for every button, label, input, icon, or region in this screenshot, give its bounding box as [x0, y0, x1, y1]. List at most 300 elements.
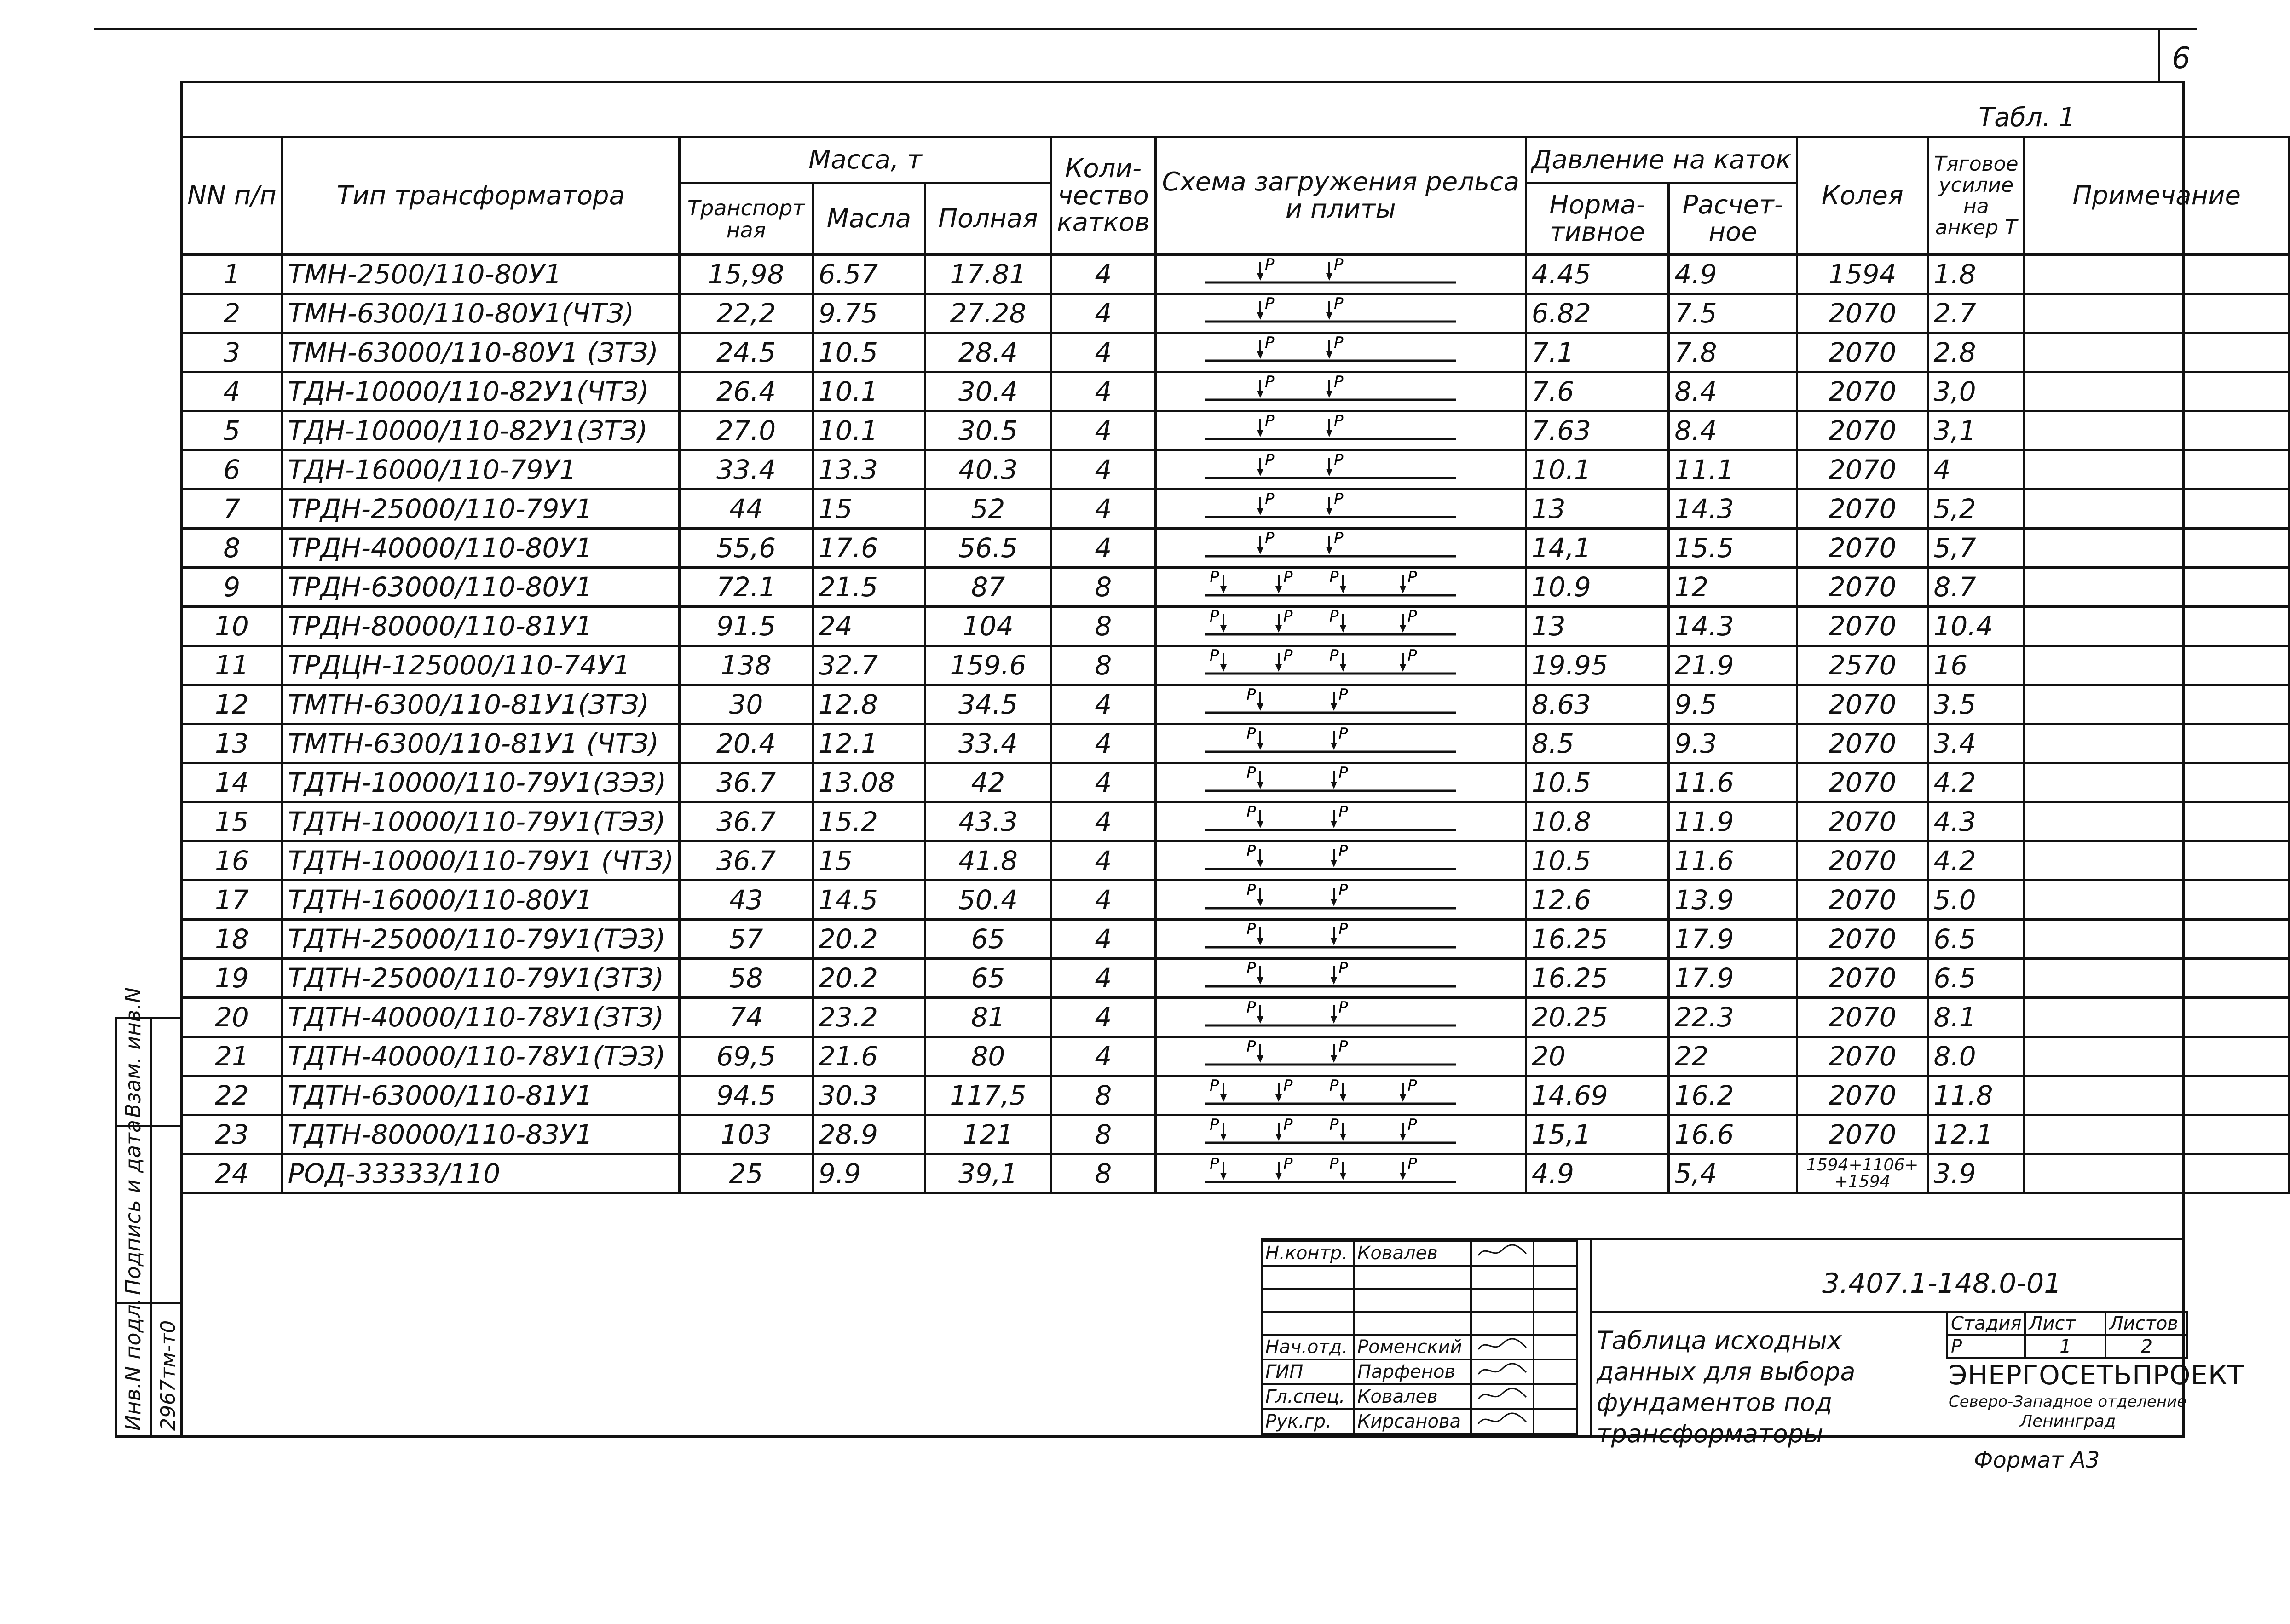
load-arrow [1257, 412, 1275, 437]
row-rollers: 4 [1051, 450, 1155, 490]
row-traction: 3.4 [1928, 724, 2025, 763]
row-mass-full: 39,1 [925, 1154, 1051, 1193]
row-pressure-calc: 8.4 [1669, 372, 1797, 411]
row-traction: 5,2 [1928, 490, 2025, 529]
row-type: ТМН-6300/110-80У1(ЧТЗ) [282, 294, 680, 333]
load-arrow [1275, 647, 1293, 672]
header-num: NN п/п [182, 138, 283, 255]
load-label: P [1333, 295, 1344, 313]
row-scheme [1155, 607, 1526, 646]
sheets-value: 2 [2105, 1335, 2187, 1358]
row-mass-oil: 32.7 [813, 646, 925, 685]
row-note [2025, 1037, 2289, 1076]
row-mass-transport: 72.1 [680, 568, 813, 607]
load-scheme-diagram [1161, 569, 1520, 605]
load-scheme-diagram [1161, 530, 1520, 566]
load-label: P [1246, 881, 1256, 899]
load-label: P [1329, 608, 1339, 626]
row-type: ТМТН-6300/110-81У1(ЗТЗ) [282, 685, 680, 724]
load-label: P [1407, 1077, 1417, 1095]
header-mass-full: Полная [925, 184, 1051, 255]
stage-block [1946, 1311, 2188, 1359]
row-type: ТРДН-40000/110-80У1 [282, 529, 680, 568]
load-scheme-diagram [1161, 686, 1520, 723]
table-row [182, 372, 2289, 411]
row-traction: 4.3 [1928, 802, 2025, 841]
load-arrow [1246, 764, 1263, 789]
row-mass-full: 41.8 [925, 841, 1051, 881]
load-arrow [1400, 1077, 1417, 1102]
row-gauge: 2070 [1797, 1076, 1928, 1115]
row-num: 3 [182, 333, 283, 372]
load-arrow [1331, 999, 1348, 1024]
signature-row [1262, 1359, 1577, 1384]
load-scheme-diagram [1161, 881, 1520, 918]
load-label: P [1264, 412, 1275, 430]
load-arrow [1257, 490, 1275, 515]
load-arrow [1329, 1077, 1346, 1102]
load-arrow [1400, 1116, 1417, 1141]
row-rollers: 4 [1051, 802, 1155, 841]
signature-row [1262, 1289, 1577, 1312]
load-arrow [1246, 999, 1263, 1024]
load-label: P [1246, 960, 1256, 978]
signature-mark [1471, 1359, 1534, 1384]
table-row [182, 763, 2289, 802]
load-label: P [1264, 490, 1275, 508]
row-pressure-norm: 6.82 [1526, 294, 1669, 333]
row-note [2025, 568, 2289, 607]
load-arrow [1210, 608, 1227, 633]
row-mass-transport: 25 [680, 1154, 813, 1193]
row-num: 10 [182, 607, 283, 646]
row-scheme [1155, 724, 1526, 763]
row-mass-transport: 26.4 [680, 372, 813, 411]
row-mass-oil: 10.5 [813, 333, 925, 372]
row-scheme [1155, 920, 1526, 959]
row-pressure-calc: 5,4 [1669, 1154, 1797, 1193]
signature-row [1262, 1312, 1577, 1335]
row-scheme [1155, 568, 1526, 607]
row-type: ТДТН-40000/110-78У1(ЗТЗ) [282, 998, 680, 1037]
load-arrow [1329, 1116, 1346, 1141]
row-note [2025, 881, 2289, 920]
load-arrow [1329, 1155, 1346, 1180]
load-label: P [1246, 725, 1256, 743]
row-rollers: 8 [1051, 1154, 1155, 1193]
row-num: 5 [182, 411, 283, 450]
load-arrow [1331, 881, 1348, 906]
row-note [2025, 1115, 2289, 1154]
row-rollers: 8 [1051, 646, 1155, 685]
row-pressure-norm: 15,1 [1526, 1115, 1669, 1154]
load-arrow [1246, 842, 1263, 867]
row-mass-full: 30.5 [925, 411, 1051, 450]
row-pressure-calc: 14.3 [1669, 607, 1797, 646]
row-gauge: 2570 [1797, 646, 1928, 685]
row-mass-oil: 13.08 [813, 763, 925, 802]
row-num: 14 [182, 763, 283, 802]
load-scheme-diagram [1161, 1155, 1520, 1192]
load-label: P [1407, 1155, 1417, 1173]
load-label: P [1407, 1116, 1417, 1134]
load-arrow [1275, 1077, 1293, 1102]
sheet-header: Лист [2025, 1312, 2105, 1335]
signature-empty [1471, 1289, 1534, 1312]
row-pressure-norm: 20 [1526, 1037, 1669, 1076]
signature-scribble [1475, 1360, 1530, 1379]
load-label: P [1264, 295, 1275, 313]
load-label: P [1333, 334, 1344, 352]
row-mass-transport: 36.7 [680, 841, 813, 881]
row-type: ТДН-16000/110-79У1 [282, 450, 680, 490]
signature-scribble [1475, 1242, 1530, 1260]
row-mass-full: 121 [925, 1115, 1051, 1154]
load-label: P [1338, 725, 1348, 743]
load-arrow [1326, 334, 1344, 359]
row-pressure-norm: 7.6 [1526, 372, 1669, 411]
load-scheme-diagram [1161, 764, 1520, 801]
table-row [182, 568, 2289, 607]
table-row [182, 294, 2289, 333]
load-label: P [1407, 647, 1417, 665]
load-arrow [1257, 451, 1275, 476]
row-scheme [1155, 411, 1526, 450]
load-label: P [1333, 412, 1344, 430]
row-gauge: 2070 [1797, 881, 1928, 920]
signature-scribble [1475, 1385, 1530, 1404]
row-pressure-calc: 8.4 [1669, 411, 1797, 450]
signature-role: Нач.отд. [1262, 1335, 1354, 1359]
table-row [182, 529, 2289, 568]
load-label: P [1329, 1155, 1339, 1173]
signature-scribble [1475, 1410, 1530, 1428]
row-mass-full: 117,5 [925, 1076, 1051, 1115]
row-pressure-norm: 20.25 [1526, 998, 1669, 1037]
header-traction: Тяговое усилие на анкер Т [1928, 138, 2025, 255]
sheet-value: 1 [2025, 1335, 2105, 1358]
row-mass-transport: 44 [680, 490, 813, 529]
row-mass-full: 34.5 [925, 685, 1051, 724]
row-mass-transport: 33.4 [680, 450, 813, 490]
row-type: ТРДН-80000/110-81У1 [282, 607, 680, 646]
row-mass-oil: 13.3 [813, 450, 925, 490]
load-arrow [1257, 256, 1275, 281]
row-note [2025, 1076, 2289, 1115]
load-arrow [1257, 295, 1275, 320]
table-row [182, 1076, 2289, 1115]
row-gauge: 2070 [1797, 802, 1928, 841]
row-type: ТДТН-16000/110-80У1 [282, 881, 680, 920]
row-pressure-calc: 11.1 [1669, 450, 1797, 490]
row-num: 24 [182, 1154, 283, 1193]
row-type: ТДТН-25000/110-79У1(ЗТЗ) [282, 959, 680, 998]
load-label: P [1264, 451, 1275, 469]
load-label: P [1246, 999, 1256, 1017]
row-note [2025, 372, 2289, 411]
row-note [2025, 959, 2289, 998]
load-scheme-diagram [1161, 256, 1520, 293]
table-row [182, 646, 2289, 685]
row-gauge: 1594 [1797, 255, 1928, 294]
signature-role: Н.контр. [1262, 1241, 1354, 1266]
row-note [2025, 411, 2289, 450]
load-arrow [1400, 608, 1417, 633]
load-arrow [1246, 725, 1263, 750]
row-mass-oil: 20.2 [813, 959, 925, 998]
row-rollers: 4 [1051, 685, 1155, 724]
header-rollers: Коли- чество катков [1051, 138, 1155, 255]
load-scheme-diagram [1161, 960, 1520, 996]
row-rollers: 8 [1051, 607, 1155, 646]
org-city: Ленинград [2020, 1412, 2116, 1431]
load-label: P [1333, 530, 1344, 547]
load-arrow [1246, 960, 1263, 985]
row-note [2025, 450, 2289, 490]
row-mass-transport: 91.5 [680, 607, 813, 646]
signature-empty [1471, 1312, 1534, 1335]
load-arrow [1331, 842, 1348, 867]
side-stamp-col [150, 1017, 152, 1438]
row-rollers: 4 [1051, 529, 1155, 568]
row-traction: 2.8 [1928, 333, 2025, 372]
sheet-number-divider [2158, 28, 2160, 83]
row-num: 23 [182, 1115, 283, 1154]
load-label: P [1283, 569, 1293, 587]
row-mass-oil: 10.1 [813, 411, 925, 450]
load-arrow [1210, 1155, 1227, 1180]
row-mass-full: 52 [925, 490, 1051, 529]
signature-row [1262, 1266, 1577, 1289]
load-label: P [1264, 373, 1275, 391]
load-arrow [1257, 530, 1275, 554]
row-gauge: 2070 [1797, 959, 1928, 998]
row-mass-transport: 69,5 [680, 1037, 813, 1076]
load-label: P [1329, 1077, 1339, 1095]
load-arrow [1326, 295, 1344, 320]
signature-row [1262, 1241, 1577, 1266]
row-mass-transport: 74 [680, 998, 813, 1037]
load-scheme-diagram [1161, 1116, 1520, 1153]
signature-block [1261, 1240, 1578, 1435]
row-pressure-norm: 16.25 [1526, 959, 1669, 998]
load-arrow [1326, 412, 1344, 437]
load-label: P [1246, 842, 1256, 860]
row-mass-transport: 103 [680, 1115, 813, 1154]
header-gauge: Колея [1797, 138, 1928, 255]
signature-name: Кирсанова [1354, 1409, 1471, 1434]
row-traction: 5,7 [1928, 529, 2025, 568]
signature-scribble [1475, 1336, 1530, 1354]
side-vzam: Взам. инв.N [121, 987, 145, 1118]
header-mass: Масса, т [680, 138, 1051, 184]
row-rollers: 4 [1051, 841, 1155, 881]
row-pressure-calc: 22 [1669, 1037, 1797, 1076]
table-row [182, 802, 2289, 841]
row-note [2025, 841, 2289, 881]
row-note [2025, 998, 2289, 1037]
row-pressure-calc: 17.9 [1669, 920, 1797, 959]
load-label: P [1209, 647, 1219, 665]
load-label: P [1333, 373, 1344, 391]
load-label: P [1329, 1116, 1339, 1134]
load-label: P [1333, 451, 1344, 469]
header-pressure-norm: Норма- тивное [1526, 184, 1669, 255]
load-scheme-diagram [1161, 842, 1520, 879]
row-pressure-norm: 19.95 [1526, 646, 1669, 685]
table-row [182, 450, 2289, 490]
signature-name: Роменский [1354, 1335, 1471, 1359]
row-mass-full: 17.81 [925, 255, 1051, 294]
load-arrow [1326, 530, 1344, 554]
row-pressure-calc: 7.5 [1669, 294, 1797, 333]
row-num: 4 [182, 372, 283, 411]
row-gauge: 2070 [1797, 998, 1928, 1037]
load-label: P [1329, 647, 1339, 665]
load-arrow [1331, 960, 1348, 985]
row-mass-transport: 27.0 [680, 411, 813, 450]
row-num: 13 [182, 724, 283, 763]
row-pressure-norm: 8.63 [1526, 685, 1669, 724]
load-arrow [1246, 803, 1263, 828]
load-label: P [1407, 608, 1417, 626]
row-mass-oil: 6.57 [813, 255, 925, 294]
table-row [182, 1115, 2289, 1154]
signature-row [1262, 1409, 1577, 1434]
row-rollers: 4 [1051, 881, 1155, 920]
row-pressure-norm: 16.25 [1526, 920, 1669, 959]
row-mass-transport: 57 [680, 920, 813, 959]
load-arrow [1400, 569, 1417, 593]
row-gauge: 2070 [1797, 724, 1928, 763]
load-arrow [1331, 921, 1348, 945]
row-scheme [1155, 841, 1526, 881]
row-gauge: 2070 [1797, 333, 1928, 372]
load-label: P [1209, 608, 1219, 626]
row-scheme [1155, 763, 1526, 802]
row-rollers: 4 [1051, 920, 1155, 959]
row-mass-full: 28.4 [925, 333, 1051, 372]
transformer-table [180, 136, 2290, 1194]
row-note [2025, 529, 2289, 568]
row-mass-oil: 12.1 [813, 724, 925, 763]
sheet-number: 6 [2172, 41, 2191, 75]
table-row [182, 724, 2289, 763]
row-mass-full: 104 [925, 607, 1051, 646]
row-num: 6 [182, 450, 283, 490]
signature-row [1262, 1335, 1577, 1359]
row-scheme [1155, 881, 1526, 920]
row-note [2025, 255, 2289, 294]
row-gauge: 2070 [1797, 450, 1928, 490]
row-type: ТМН-63000/110-80У1 (ЗТЗ) [282, 333, 680, 372]
row-pressure-calc: 12 [1669, 568, 1797, 607]
row-traction: 3,0 [1928, 372, 2025, 411]
header-note: Примечание [2025, 138, 2289, 255]
row-num: 22 [182, 1076, 283, 1115]
load-arrow [1275, 569, 1293, 593]
load-label: P [1209, 1155, 1219, 1173]
row-pressure-calc: 9.3 [1669, 724, 1797, 763]
row-type: ТДТН-63000/110-81У1 [282, 1076, 680, 1115]
row-num: 2 [182, 294, 283, 333]
row-traction: 5.0 [1928, 881, 2025, 920]
row-traction: 3.5 [1928, 685, 2025, 724]
table-row [182, 959, 2289, 998]
row-mass-full: 65 [925, 959, 1051, 998]
signature-date [1534, 1359, 1577, 1384]
row-note [2025, 490, 2289, 529]
load-label: P [1283, 608, 1293, 626]
row-pressure-norm: 13 [1526, 490, 1669, 529]
row-note [2025, 1154, 2289, 1193]
row-mass-oil: 10.1 [813, 372, 925, 411]
row-num: 16 [182, 841, 283, 881]
row-rollers: 4 [1051, 372, 1155, 411]
signature-empty [1534, 1266, 1577, 1289]
org-name: ЭНЕРГОСЕТЬПРОЕКТ [1949, 1359, 2244, 1391]
row-mass-full: 159.6 [925, 646, 1051, 685]
row-scheme [1155, 255, 1526, 294]
row-gauge: 1594+1106+ +1594 [1797, 1154, 1928, 1193]
row-traction: 11.8 [1928, 1076, 2025, 1115]
row-note [2025, 685, 2289, 724]
row-pressure-calc: 13.9 [1669, 881, 1797, 920]
header-pressure: Давление на каток [1526, 138, 1797, 184]
row-mass-oil: 24 [813, 607, 925, 646]
row-traction: 6.5 [1928, 959, 2025, 998]
row-pressure-calc: 11.6 [1669, 763, 1797, 802]
row-rollers: 4 [1051, 959, 1155, 998]
row-num: 15 [182, 802, 283, 841]
side-sign-date: Подпись и дата [121, 1119, 145, 1295]
load-arrow [1326, 373, 1344, 398]
load-label: P [1209, 1116, 1219, 1134]
row-type: ТРДН-63000/110-80У1 [282, 568, 680, 607]
row-mass-oil: 14.5 [813, 881, 925, 920]
row-num: 21 [182, 1037, 283, 1076]
row-pressure-calc: 4.9 [1669, 255, 1797, 294]
load-label: P [1338, 764, 1348, 782]
row-note [2025, 920, 2289, 959]
row-mass-full: 80 [925, 1037, 1051, 1076]
row-mass-oil: 17.6 [813, 529, 925, 568]
table-row [182, 607, 2289, 646]
row-gauge: 2070 [1797, 529, 1928, 568]
signature-mark [1471, 1384, 1534, 1409]
row-mass-full: 81 [925, 998, 1051, 1037]
format-label: Формат А3 [1974, 1447, 2100, 1473]
row-type: ТДТН-10000/110-79У1 (ЧТЗ) [282, 841, 680, 881]
table-row [182, 685, 2289, 724]
row-rollers: 8 [1051, 1115, 1155, 1154]
row-num: 20 [182, 998, 283, 1037]
row-mass-full: 65 [925, 920, 1051, 959]
load-label: P [1338, 999, 1348, 1017]
signature-date [1534, 1409, 1577, 1434]
row-traction: 4 [1928, 450, 2025, 490]
load-arrow [1257, 334, 1275, 359]
signature-empty [1262, 1266, 1354, 1289]
row-pressure-norm: 10.9 [1526, 568, 1669, 607]
row-pressure-norm: 10.8 [1526, 802, 1669, 841]
row-note [2025, 294, 2289, 333]
load-arrow [1400, 1155, 1417, 1180]
row-mass-transport: 24.5 [680, 333, 813, 372]
row-traction: 4.2 [1928, 763, 2025, 802]
load-arrow [1331, 803, 1348, 828]
signature-name: Ковалев [1354, 1384, 1471, 1409]
